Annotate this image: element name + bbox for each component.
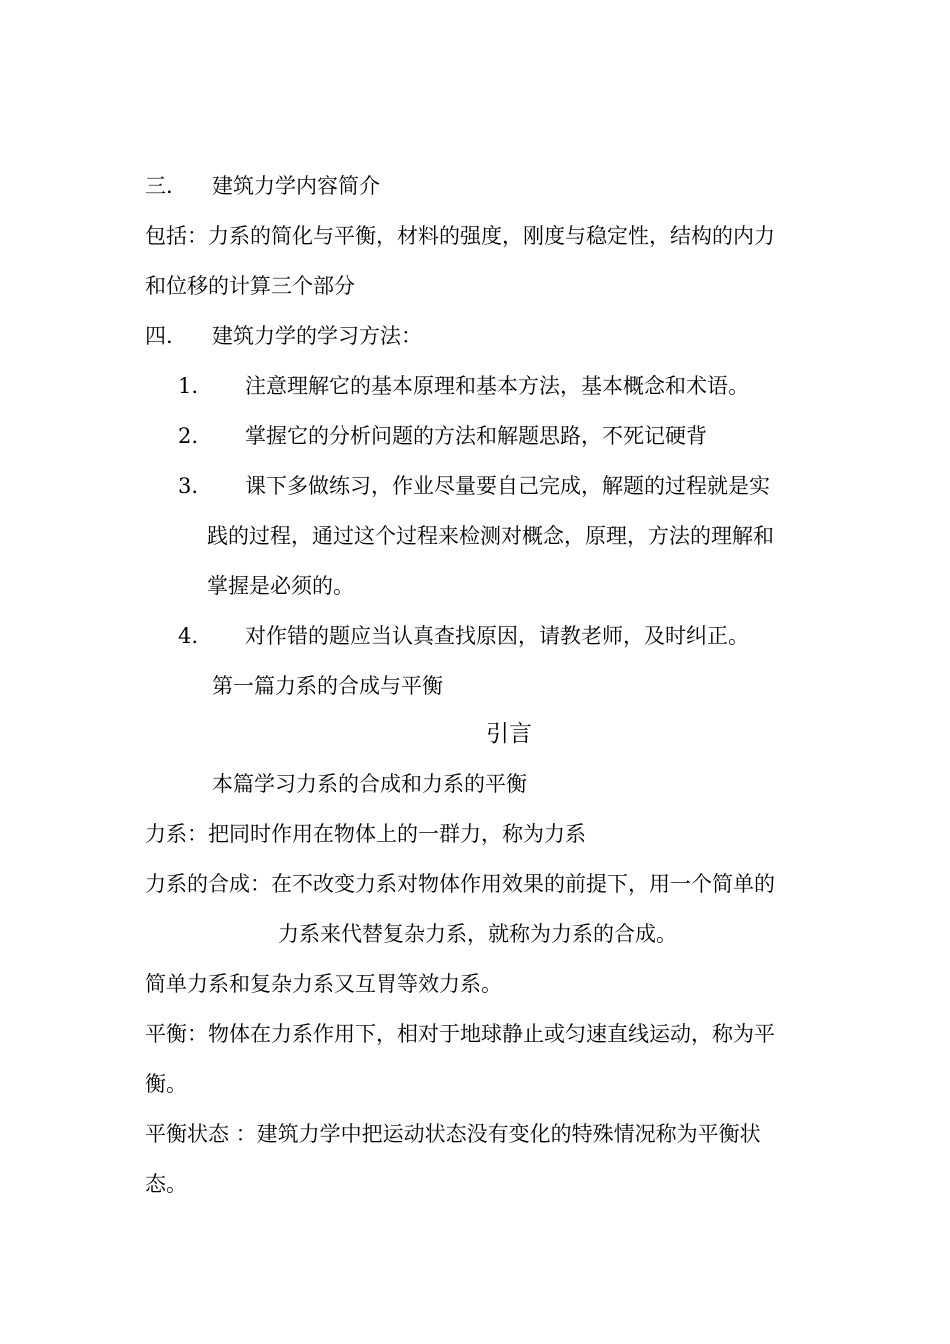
list-item-number: 2. <box>178 424 199 448</box>
definition-composition-line1: 力系的合成：在不改变力系对物体作用效果的前提下，用一个简单的 <box>145 872 775 896</box>
list-item-number: 1. <box>178 374 199 398</box>
list-item-number: 4. <box>178 624 199 648</box>
part1-title: 第一篇力系的合成与平衡 <box>212 674 443 698</box>
equivalence-statement: 简单力系和复杂力系又互胃等效力系。 <box>145 972 502 996</box>
list-item-text-continued: 掌握是必须的。 <box>207 574 354 598</box>
definition-state-line2: 态。 <box>145 1172 187 1196</box>
section3-title: 建筑力学内容简介 <box>212 174 380 198</box>
section3-body-line2: 和位移的计算三个部分 <box>145 274 355 298</box>
list-item-text: 对作错的题应当认真查找原因，请教老师，及时纠正。 <box>245 624 749 648</box>
definition-equilibrium-line1: 平衡：物体在力系作用下，相对于地球静止或匀速直线运动，称为平 <box>145 1022 775 1046</box>
list-item-text: 掌握它的分析问题的方法和解题思路，不死记硬背 <box>245 424 707 448</box>
list-item-text-continued: 践的过程，通过这个过程来检测对概念，原理，方法的理解和 <box>207 524 774 548</box>
definition-composition-line2: 力系来代替复杂力系，就称为力系的合成。 <box>278 922 677 946</box>
part1-intro: 本篇学习力系的合成和力系的平衡 <box>212 772 527 796</box>
definition-force-system: 力系：把同时作用在物体上的一群力，称为力系 <box>145 822 586 846</box>
part1-heading: 引言 <box>486 721 532 747</box>
definition-equilibrium-line2: 衡。 <box>145 1072 187 1096</box>
section4-title: 建筑力学的学习方法： <box>212 324 422 348</box>
section3-number: 三. <box>145 174 173 198</box>
list-item-number: 3. <box>178 474 199 498</box>
definition-state-line1: 平衡状态 ：建筑力学中把运动状态没有变化的特殊情况称为平衡状 <box>145 1122 761 1146</box>
section3-body-line1: 包括：力系的简化与平衡，材料的强度，刚度与稳定性，结构的内力 <box>145 224 775 248</box>
list-item-text: 注意理解它的基本原理和基本方法，基本概念和术语。 <box>245 374 749 398</box>
section4-number: 四. <box>145 324 173 348</box>
list-item-text: 课下多做练习，作业尽量要自己完成，解题的过程就是实 <box>245 474 770 498</box>
